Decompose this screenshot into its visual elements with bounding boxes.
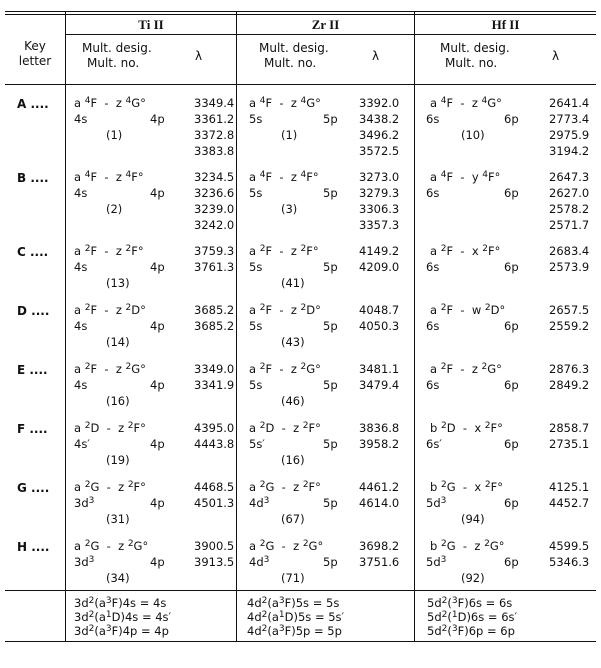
wavelength-4-1-1: 3479.4 xyxy=(359,378,400,392)
mult-number-7-0: (34) xyxy=(106,571,130,585)
wavelength-5-0-0: 4395.0 xyxy=(194,421,235,435)
footnote-2-0: $5d^2(^3F)6s = 6s$ xyxy=(427,596,513,610)
wavelength-1-0-2: 3239.0 xyxy=(194,202,235,216)
footnote-0-2: $3d^2(a^3F)4p = 4p$ xyxy=(74,624,169,638)
config-sub2-5-2: 6p xyxy=(504,437,519,451)
config-sub-1-2: 6s xyxy=(426,186,440,200)
key-letter-5: F .... xyxy=(17,422,48,436)
wavelength-1-1-2: 3306.3 xyxy=(359,202,400,216)
wavelength-1-0-3: 3242.0 xyxy=(194,218,235,232)
col-divider-3 xyxy=(414,11,415,641)
mult-designation-1-0: a $^4$F - z $^4$F° xyxy=(74,170,144,184)
mult-number-5-0: (19) xyxy=(106,453,130,467)
config-sub-7-2: $5d^3$ xyxy=(426,555,447,569)
wavelength-7-2-0: 4599.5 xyxy=(549,539,590,553)
config-sub2-7-1: 5p xyxy=(323,555,338,569)
wavelength-7-0-1: 3913.5 xyxy=(194,555,235,569)
wavelength-7-1-0: 3698.2 xyxy=(359,539,400,553)
wavelength-0-1-0: 3392.0 xyxy=(359,96,400,110)
top-double-rule-2 xyxy=(5,14,596,15)
wavelength-6-2-0: 4125.1 xyxy=(549,480,590,494)
config-sub2-6-2: 6p xyxy=(504,496,519,510)
wavelength-4-0-0: 3349.0 xyxy=(194,362,235,376)
key-letter-header-2: letter xyxy=(18,54,52,68)
config-sub-6-2: $5d^3$ xyxy=(426,496,447,510)
wavelength-1-2-0: 2647.3 xyxy=(549,170,590,184)
mult-designation-1-1: a $^4$F - z $^4$F° xyxy=(249,170,319,184)
mult-designation-3-1: a $^2$F - z $^2$D° xyxy=(249,303,321,317)
config-sub-3-2: 6s xyxy=(426,319,440,333)
config-sub-3-0: 4s xyxy=(74,319,88,333)
wavelength-4-0-1: 3341.9 xyxy=(194,378,235,392)
group-title-2: Hf II xyxy=(491,17,520,32)
mult-designation-7-1: a $^2$G - z $^2$G° xyxy=(249,539,324,553)
footnote-1-0: $4d^2(a^3F)5s = 5s$ xyxy=(247,596,340,610)
config-sub2-1-2: 6p xyxy=(504,186,519,200)
mult-number-6-1: (67) xyxy=(281,512,305,526)
key-letter-4: E .... xyxy=(17,363,48,377)
mult-number-1-1: (3) xyxy=(281,202,298,216)
key-letter-2: C .... xyxy=(17,245,49,259)
wavelength-7-2-1: 5346.3 xyxy=(549,555,590,569)
mult-number-3-0: (14) xyxy=(106,335,130,349)
wavelength-6-2-1: 4452.7 xyxy=(549,496,590,510)
mult-desig-header-0: Mult. desig. xyxy=(82,41,152,55)
config-sub2-2-2: 6p xyxy=(504,260,519,274)
mult-number-7-2: (92) xyxy=(461,571,485,585)
footnote-divider xyxy=(5,590,596,591)
header-bottom-rule xyxy=(5,84,596,85)
config-sub2-0-2: 6p xyxy=(504,112,519,126)
wavelength-6-0-1: 4501.3 xyxy=(194,496,235,510)
mult-designation-2-2: a $^2$F - x $^2$F° xyxy=(430,244,501,258)
mult-number-5-1: (16) xyxy=(281,453,305,467)
lambda-header-2: λ xyxy=(552,49,560,63)
mult-number-4-0: (16) xyxy=(106,394,130,408)
wavelength-1-0-0: 3234.5 xyxy=(194,170,235,184)
mult-designation-6-2: b $^2$G - x $^2$F° xyxy=(430,480,503,494)
config-sub-4-1: 5s xyxy=(249,378,263,392)
wavelength-0-0-0: 3349.4 xyxy=(194,96,235,110)
footnote-2-2: $5d^2(^3F)6p = 6p$ xyxy=(427,624,515,638)
wavelength-1-1-3: 3357.3 xyxy=(359,218,400,232)
config-sub2-5-0: 4p xyxy=(150,437,165,451)
wavelength-2-0-1: 3761.3 xyxy=(194,260,235,274)
mult-designation-4-1: a $^2$F - z $^2$G° xyxy=(249,362,321,376)
mult-no-header-2: Mult. no. xyxy=(445,56,498,70)
mult-designation-6-0: a $^2$G - z $^2$F° xyxy=(74,480,146,494)
mult-no-header-0: Mult. no. xyxy=(87,56,140,70)
mult-no-header-1: Mult. no. xyxy=(264,56,317,70)
mult-designation-5-1: a $^2$D - z $^2$F° xyxy=(249,421,321,435)
wavelength-1-2-1: 2627.0 xyxy=(549,186,590,200)
wavelength-4-1-0: 3481.1 xyxy=(359,362,400,376)
key-letter-3: D .... xyxy=(17,304,50,318)
mult-designation-3-2: a $^2$F - w $^2$D° xyxy=(430,303,506,317)
wavelength-2-2-1: 2573.9 xyxy=(549,260,590,274)
key-letter-7: H .... xyxy=(17,540,50,554)
config-sub2-0-0: 4p xyxy=(150,112,165,126)
mult-desig-header-2: Mult. desig. xyxy=(440,41,510,55)
wavelength-3-0-0: 3685.2 xyxy=(194,303,235,317)
config-sub2-6-1: 5p xyxy=(323,496,338,510)
mult-number-6-0: (31) xyxy=(106,512,130,526)
footnote-0-1: $3d^2(a^1D)4s = 4s'$ xyxy=(74,610,172,624)
mult-designation-4-2: a $^2$F - z $^2$G° xyxy=(430,362,502,376)
config-sub-7-0: $3d^3$ xyxy=(74,555,95,569)
config-sub-5-2: 6s′ xyxy=(426,437,442,451)
mult-designation-6-1: a $^2$G - z $^2$F° xyxy=(249,480,321,494)
config-sub2-3-2: 6p xyxy=(504,319,519,333)
config-sub2-7-0: 4p xyxy=(150,555,165,569)
mult-designation-0-2: a $^4$F - z $^4$G° xyxy=(430,96,502,110)
key-letter-6: G .... xyxy=(17,481,50,495)
config-sub-2-2: 6s xyxy=(426,260,440,274)
wavelength-1-2-2: 2578.2 xyxy=(549,202,590,216)
wavelength-3-1-0: 4048.7 xyxy=(359,303,400,317)
key-letter-0: A .... xyxy=(17,97,49,111)
config-sub2-2-0: 4p xyxy=(150,260,165,274)
config-sub2-3-0: 4p xyxy=(150,319,165,333)
config-sub2-7-2: 6p xyxy=(504,555,519,569)
config-sub-1-0: 4s xyxy=(74,186,88,200)
mult-designation-2-0: a $^2$F - z $^2$F° xyxy=(74,244,144,258)
config-sub-6-1: $4d^3$ xyxy=(249,496,270,510)
mult-number-1-0: (2) xyxy=(106,202,123,216)
config-sub-3-1: 5s xyxy=(249,319,263,333)
mult-designation-5-2: b $^2$D - x $^2$F° xyxy=(430,421,503,435)
lambda-header-0: λ xyxy=(195,49,203,63)
footnote-2-1: $5d^2(^1D)6s = 6s'$ xyxy=(427,610,518,624)
header-divider xyxy=(65,34,596,35)
bottom-rule xyxy=(5,641,596,642)
group-title-0: Ti II xyxy=(138,17,164,32)
lambda-header-1: λ xyxy=(372,49,380,63)
wavelength-2-2-0: 2683.4 xyxy=(549,244,590,258)
config-sub2-3-1: 5p xyxy=(323,319,338,333)
mult-designation-3-0: a $^2$F - z $^2$D° xyxy=(74,303,146,317)
wavelength-5-2-1: 2735.1 xyxy=(549,437,590,451)
mult-designation-5-0: a $^2$D - z $^2$F° xyxy=(74,421,146,435)
mult-designation-7-2: b $^2$G - z $^2$G° xyxy=(430,539,505,553)
mult-number-2-0: (13) xyxy=(106,276,130,290)
wavelength-0-2-1: 2773.4 xyxy=(549,112,590,126)
wavelength-2-1-0: 4149.2 xyxy=(359,244,400,258)
mult-designation-2-1: a $^2$F - z $^2$F° xyxy=(249,244,319,258)
mult-number-6-2: (94) xyxy=(461,512,485,526)
mult-number-7-1: (71) xyxy=(281,571,305,585)
group-title-1: Zr II xyxy=(311,17,340,32)
wavelength-1-0-1: 3236.6 xyxy=(194,186,235,200)
config-sub2-4-1: 5p xyxy=(323,378,338,392)
wavelength-2-0-0: 3759.3 xyxy=(194,244,235,258)
wavelength-6-1-0: 4461.2 xyxy=(359,480,400,494)
config-sub2-1-0: 4p xyxy=(150,186,165,200)
top-double-rule-1 xyxy=(5,11,596,12)
mult-number-2-1: (41) xyxy=(281,276,305,290)
config-sub-2-0: 4s xyxy=(74,260,88,274)
config-sub2-2-1: 5p xyxy=(323,260,338,274)
footnote-1-1: $4d^2(a^1D)5s = 5s'$ xyxy=(247,610,345,624)
wavelength-6-1-1: 4614.0 xyxy=(359,496,400,510)
config-sub-7-1: $4d^3$ xyxy=(249,555,270,569)
mult-designation-0-1: a $^4$F - z $^4$G° xyxy=(249,96,321,110)
wavelength-4-2-0: 2876.3 xyxy=(549,362,590,376)
mult-number-4-1: (46) xyxy=(281,394,305,408)
config-sub-0-1: 5s xyxy=(249,112,263,126)
mult-number-0-1: (1) xyxy=(281,128,298,142)
wavelength-6-0-0: 4468.5 xyxy=(194,480,235,494)
wavelength-0-0-1: 3361.2 xyxy=(194,112,235,126)
config-sub-5-1: 5s′ xyxy=(249,437,265,451)
wavelength-0-1-2: 3496.2 xyxy=(359,128,400,142)
wavelength-0-2-3: 3194.2 xyxy=(549,144,590,158)
wavelength-4-2-1: 2849.2 xyxy=(549,378,590,392)
mult-number-0-0: (1) xyxy=(106,128,123,142)
wavelength-1-1-1: 3279.3 xyxy=(359,186,400,200)
wavelength-0-0-2: 3372.8 xyxy=(194,128,235,142)
footnote-0-0: $3d^2(a^3F)4s = 4s$ xyxy=(74,596,167,610)
wavelength-3-0-1: 3685.2 xyxy=(194,319,235,333)
wavelength-7-1-1: 3751.6 xyxy=(359,555,400,569)
wavelength-7-0-0: 3900.5 xyxy=(194,539,235,553)
col-divider-1 xyxy=(65,11,66,641)
config-sub2-6-0: 4p xyxy=(150,496,165,510)
mult-designation-7-0: a $^2$G - z $^2$G° xyxy=(74,539,149,553)
config-sub-6-0: $3d^3$ xyxy=(74,496,95,510)
key-letter-header: Key xyxy=(24,39,46,53)
wavelength-3-1-1: 4050.3 xyxy=(359,319,400,333)
config-sub-1-1: 5s xyxy=(249,186,263,200)
wavelength-1-2-3: 2571.7 xyxy=(549,218,590,232)
config-sub2-1-1: 5p xyxy=(323,186,338,200)
mult-number-3-1: (43) xyxy=(281,335,305,349)
wavelength-0-1-3: 3572.5 xyxy=(359,144,400,158)
config-sub2-0-1: 5p xyxy=(323,112,338,126)
wavelength-5-2-0: 2858.7 xyxy=(549,421,590,435)
wavelength-5-1-1: 3958.2 xyxy=(359,437,400,451)
mult-number-0-2: (10) xyxy=(461,128,485,142)
config-sub-4-0: 4s xyxy=(74,378,88,392)
footnote-1-2: $4d^2(a^3F)5p = 5p$ xyxy=(247,624,342,638)
wavelength-2-1-1: 4209.0 xyxy=(359,260,400,274)
wavelength-0-2-2: 2975.9 xyxy=(549,128,590,142)
config-sub-5-0: 4s′ xyxy=(74,437,90,451)
config-sub2-4-2: 6p xyxy=(504,378,519,392)
wavelength-0-0-3: 3383.8 xyxy=(194,144,235,158)
mult-designation-0-0: a $^4$F - z $^4$G° xyxy=(74,96,146,110)
wavelength-0-1-1: 3438.2 xyxy=(359,112,400,126)
config-sub2-5-1: 5p xyxy=(323,437,338,451)
config-sub-0-2: 6s xyxy=(426,112,440,126)
col-divider-2 xyxy=(236,11,237,641)
mult-desig-header-1: Mult. desig. xyxy=(259,41,329,55)
mult-designation-4-0: a $^2$F - z $^2$G° xyxy=(74,362,146,376)
wavelength-1-1-0: 3273.0 xyxy=(359,170,400,184)
key-letter-1: B .... xyxy=(17,171,49,185)
config-sub-0-0: 4s xyxy=(74,112,88,126)
mult-designation-1-2: a $^4$F - y $^4$F° xyxy=(430,170,501,184)
wavelength-3-2-1: 2559.2 xyxy=(549,319,590,333)
wavelength-3-2-0: 2657.5 xyxy=(549,303,590,317)
config-sub-4-2: 6s xyxy=(426,378,440,392)
config-sub2-4-0: 4p xyxy=(150,378,165,392)
config-sub-2-1: 5s xyxy=(249,260,263,274)
wavelength-5-0-1: 4443.8 xyxy=(194,437,235,451)
wavelength-5-1-0: 3836.8 xyxy=(359,421,400,435)
wavelength-0-2-0: 2641.4 xyxy=(549,96,590,110)
